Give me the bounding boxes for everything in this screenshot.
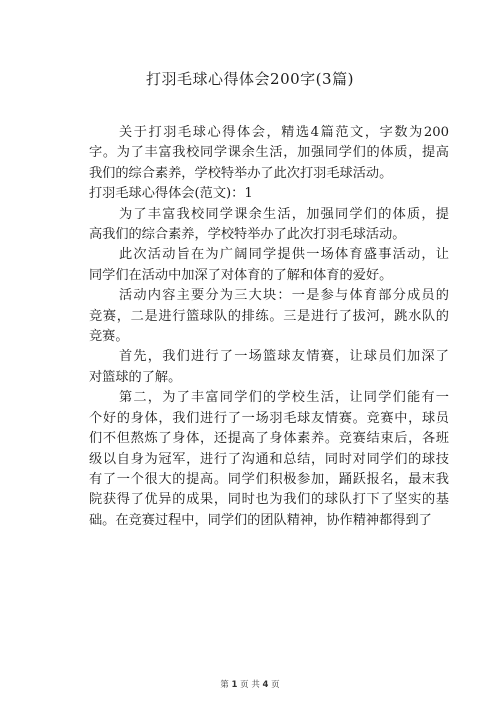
page-footer [0, 678, 500, 690]
paragraph-line: 首先，我们进行了一场篮球友情赛，让球员们加深了 [119, 349, 449, 365]
paragraph-line: 高我们的综合素养，学校特举办了此次打羽毛球活动。 [89, 227, 406, 243]
paragraph-line: 同学们在活动中加深了对体育的了解和体育的爱好。 [89, 267, 393, 283]
paragraph-line: 第二，为了丰富同学们的学校生活，让同学们能有一 [119, 390, 449, 406]
paragraph-line: 关于打羽毛球心得体会，精选4篇范文，字数为200 [119, 125, 449, 140]
document-title: 打羽毛球心得体会200字(3篇) [146, 70, 354, 88]
paragraph-line: 个好的身体，我们进行了一场羽毛球友情赛。竞赛中，球员 [89, 410, 449, 426]
paragraph [89, 184, 449, 204]
paragraph [89, 347, 449, 388]
footer-middle: 页 共 [240, 680, 260, 690]
paragraph-line: 们不但熬炼了身体，还提高了身体素养。竞赛结束后，各班 [89, 431, 449, 447]
paragraph [89, 286, 449, 347]
paragraph [89, 388, 449, 531]
footer-suffix: 页 [271, 680, 280, 690]
paragraph-line: 级以自身为冠军，进行了沟通和总结，同时对同学们的球技 [89, 451, 449, 467]
document-body [89, 123, 449, 531]
paragraph [89, 245, 449, 286]
paragraph-line: 我们的综合素养，学校特举办了此次打羽毛球活动。 [89, 165, 393, 181]
paragraph-line: 字。为了丰富我校同学课余生活，加强同学们的体质，提高 [89, 145, 449, 161]
paragraph-line: 有了一个很大的提高。同学们积极参加，踊跃报名，最末我 [89, 471, 449, 487]
paragraph-line: 打羽毛球心得体会(范文)：1 [89, 186, 253, 202]
paragraph-line: 对篮球的了解。 [89, 369, 182, 385]
paragraph [89, 205, 449, 246]
footer-current-page: 1 [231, 680, 238, 690]
paragraph [89, 123, 449, 184]
paragraph-line: 础。在竞赛过程中，同学们的团队精神，协作精神都得到了 [89, 512, 432, 528]
paragraph-line: 竞赛，二是进行篮球队的排练。三是进行了拔河，跳水队的 [89, 308, 449, 324]
paragraph-line: 为了丰富我校同学课余生活，加强同学们的体质，提 [119, 206, 449, 222]
paragraph-line: 活动内容主要分为三大块：一是参与体育部分成员的 [119, 288, 449, 304]
footer-total-pages: 4 [262, 680, 269, 690]
paragraph-line: 竞赛。 [89, 329, 129, 345]
paragraph-line: 此次活动旨在为广阔同学提供一场体育盛事活动，让 [119, 247, 449, 263]
paragraph-line: 院获得了优异的成果，同时也为我们的球队打下了坚实的基 [89, 492, 449, 508]
footer-prefix: 第 [220, 680, 229, 690]
